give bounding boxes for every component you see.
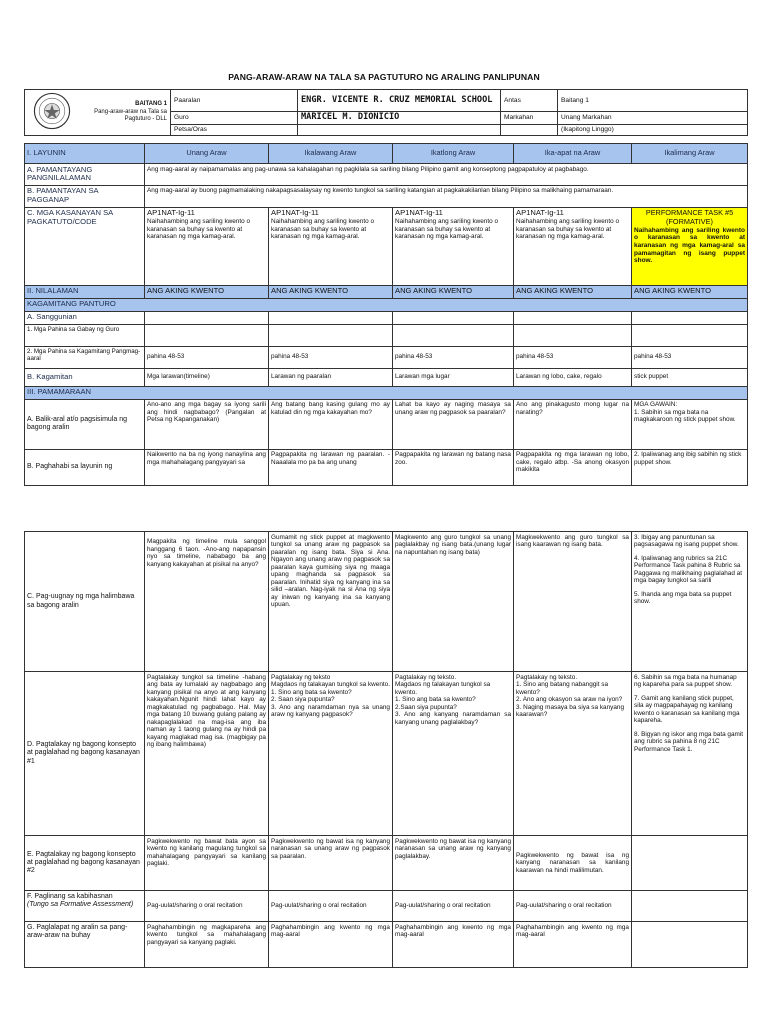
competency-cell [269, 207, 393, 285]
empty-cell [393, 311, 514, 324]
empty-cell [632, 836, 748, 891]
balik-aral-cell: Ano ang pinakagusto mong lugar na narating? [514, 399, 632, 449]
balik-aral-cell: Ano-ano ang mga bagay sa iyong sarili ang hindi nagbabago? (Pangalan at Petsa ng Kapanganakan) [145, 399, 269, 449]
balik-aral-cell: Lahat ba kayo ay naging masaya sa unang araw ng pagpasok sa paaralan? [393, 399, 514, 449]
competency-cell [514, 207, 632, 285]
competency-code: AP1NAT-Ig-11 [516, 208, 564, 218]
pagganap-text: Ang mag-aaral ay buong pagmamalaking nakapagsasalaysay ng kwento tungkol sa sariling katangian at pagkakakilanlan bilang Pilipino sa malikhaing pamamaraan. [145, 185, 748, 207]
text-line: 2. Ano ang okasyon sa araw na iyon? [516, 696, 623, 704]
day-header: Ikatlong Araw [393, 144, 514, 164]
nilalaman-value: ANG AKING KWENTO [632, 285, 748, 298]
empty-cell [632, 324, 748, 346]
gawain-step: 1. Sabihin sa mga bata na magkakaroon ng stick puppet show. [634, 408, 736, 424]
kagamitan-value: Larawan ng paaralan [269, 368, 393, 386]
paghahabi-cell: 2. Ipaliwanag ang ibig sabihin ng stick puppet show. [632, 449, 748, 485]
competency-cell [393, 207, 514, 285]
competency-cell [145, 207, 269, 285]
markahan-value: Unang Markahan [558, 112, 748, 125]
performance-task-title: PERFORMANCE TASK #5 [645, 208, 734, 218]
lesson-table-top [24, 143, 748, 486]
document-title: PANG-ARAW-ARAW NA TALA SA PAGTUTURO NG ARALING PANLIPUNAN [228, 72, 540, 82]
competency-code: AP1NAT-Ig-11 [147, 208, 195, 218]
pahina-value: pahina 48-53 [632, 346, 748, 368]
pamantayang-label: A. PAMANTAYANG PANGNILALAMAN [25, 164, 145, 186]
gawain-cell [632, 672, 748, 836]
competency-code: AP1NAT-Ig-11 [395, 208, 443, 218]
pamantayang-text: Ang mag-aaral ay naipamamalas ang pag-unawa sa kahalagahan ng pagkilala sa sariling bilang Pilipino gamit ang konseptong pagpapatuloy at pagbabago. [145, 164, 748, 186]
school-name: ENGR. VICENTE R. CRUZ MEMORIAL SCHOOL [298, 90, 501, 112]
text-line: 1. Sino ang bata sa kwento? [271, 688, 352, 696]
kagamitan-value: Larawan mga lugar [393, 368, 514, 386]
deped-seal [25, 90, 79, 136]
paghahabi-label: B. Paghahabi sa layunin ng [25, 449, 145, 485]
text-line: Magdaos ng talakayan tungkol sa kwento. [395, 681, 491, 696]
gawain-step: 5. Ihanda ang mga bata sa puppet show. [634, 590, 732, 606]
paghahabi-cell: Pagpapakita ng larawan ng batang nasa zoo. [393, 449, 514, 485]
pamamaraan-label: III. PAMAMARAAN [25, 386, 748, 399]
pagtalakay-1-cell [393, 672, 514, 836]
header-grade-info: BAITANG 1 Pang-araw-araw na Tala sa Pagtuturo - DLL [79, 90, 171, 136]
kagamitan-value: Larawan ng lobo, cake, regalo [514, 368, 632, 386]
pagtalakay-2-cell: Pagkwekwento ng bawat isa ng kanyang naranasan sa unang araw ng kanyang paglalakbay. [393, 836, 514, 891]
paglinang-label-cell [25, 891, 145, 922]
competency-desc: Naihahambing ang sariling kwento o karanasan sa buhay sa kwento at karanasan ng mga kamag-aral. [395, 218, 499, 241]
pag-uugnay-cell: Magkwekwento ang guro tungkol sa isang kaarawan ng isang bata. [514, 532, 632, 672]
pahina-value: pahina 48-53 [269, 346, 393, 368]
pagganap-label: B. PAMANTAYAN SA PAGGANAP [25, 185, 145, 207]
pahina-value: pahina 48-53 [393, 346, 514, 368]
gawain-step: 7. Gamit ang kanilang stick puppet, sila ay magpapahayag ng kanilang kwento o karanasan sa kanilang mga kapareha. [634, 694, 740, 725]
competency-code: AP1NAT-Ig-11 [271, 208, 319, 218]
pagtalakay-1-cell: Pagtalakay tungkol sa timeline -habang ang bata ay lumalaki ay nagbabago ang kanyang pisikal na anyo at ang kanyang kakayahan.Ngunit hindi lahat kayo ay magkakatulad ng pagbabago. Hal. May mga batang 10 buwang gulang palang ay nakapaglalakad na mag-isa ang iba naman ay 1 taong gulang na ay hindi pa kayang maglakad mag isa. (magbigay pa ng ibang halimbawa) [145, 672, 269, 836]
empty-cell [269, 324, 393, 346]
b-kagamitan-label: B. Kagamitan [25, 368, 145, 386]
text-line: 3. Ano ang naramdaman nya sa unang araw ng kanyang pagpasok? [271, 703, 390, 719]
text-line: 2.Saan siya pupunta? [395, 703, 457, 711]
petsa-value [298, 125, 501, 136]
empty-cell [145, 311, 269, 324]
paglalapat-cell: Paghahambingin ng magkapareha ang kwento tungkol sa mahahalagang pangyayari sa kanyang paglaki. [145, 922, 269, 968]
empty-cell [501, 125, 558, 136]
gawain-step: 3. Ibigay ang panuntunan sa pagsasagawa ng isang puppet show. [634, 533, 739, 549]
text-line: Pagtalakay ng teksto. [516, 673, 578, 681]
kagamitan-value: stick puppet [632, 368, 748, 386]
empty-cell [269, 311, 393, 324]
empty-cell [514, 311, 632, 324]
empty-cell [632, 922, 748, 968]
performance-task-cell [632, 207, 748, 285]
balik-aral-label: A. Balik-aral at/o pagsisimula ng bagong aralin [25, 399, 145, 449]
text-line: Pagtalakay ng teksto [271, 673, 331, 681]
empty-cell [632, 311, 748, 324]
paglalapat-label: G. Paglalapat ng aralin sa pang-araw-araw na buhay [25, 922, 145, 968]
pagtalakay-2-cell: Pagkwekwento ng bawat isa ng kanyang naranasan sa unang araw ng pagpasok sa paaralan. [269, 836, 393, 891]
gawain-cell [632, 532, 748, 672]
pagtalakay-2-label: E. Pagtalakay ng bagong konsepto at paglalahad ng bagong kasanayan #2 [25, 836, 145, 891]
nilalaman-value: ANG AKING KWENTO [145, 285, 269, 298]
paglinang-label: F. Paglinang sa kabihasnan [27, 892, 113, 900]
competency-desc: Naihahambing ang sariling kwento o karanasan sa buhay sa kwento at karanasan ng mga kamag-aral. [147, 218, 251, 241]
gabay-label: 1. Mga Pahina sa Gabay ng Guro [25, 324, 145, 346]
antas-label: Antas [501, 90, 558, 112]
paglinang-cell: Pag-uulat/sharing o oral recitation [393, 891, 514, 922]
teacher-name: MARICEL M. DIONICIO [298, 112, 501, 125]
antas-value: Baitang 1 [558, 90, 748, 112]
paglinang-cell: Pag-uulat/sharing o oral recitation [269, 891, 393, 922]
day-header: Ikalimang Araw [632, 144, 748, 164]
paglinang-sublabel: (Tungo sa Formative Assessment) [27, 900, 134, 908]
text-line: Pagtalakay ng teksto. [395, 673, 457, 681]
sanggunian-label: A. Sanggunian [25, 311, 145, 324]
gawain-step: 4. Ipaliwanag ang rubrics sa 21C Performance Task pahina 8 Rubric sa Paggawa ng malikhaing paglalahad at mga bagay tungkol sa sarili [634, 554, 743, 585]
empty-cell [514, 324, 632, 346]
gawain-heading: MGA GAWAIN: [634, 401, 678, 409]
paglinang-cell: Pag-uulat/sharing o oral recitation [145, 891, 269, 922]
pag-uugnay-cell: Magpakita ng timeline mula sanggol hanggang 6 taon. -Ano-ang napapansin nyo sa timeline, nababago ba ang kanyang kakayahan at pisikal na anyo? [145, 532, 269, 672]
empty-cell [393, 324, 514, 346]
text-line: Magdaos ng talakayan tungkol sa kwento. [271, 681, 391, 689]
paglinang-cell: Pag-uulat/sharing o oral recitation [514, 891, 632, 922]
petsa-label: Petsa/Oras [171, 125, 298, 136]
pahina-value: pahina 48-53 [514, 346, 632, 368]
markahan-label: Markahan [501, 112, 558, 125]
gawain-step: 6. Sabihin sa mga bata na humanap ng kapareha para sa puppet show. [634, 673, 737, 689]
balik-aral-cell: Ang batang bang kasing gulang mo ay katulad din ng mga kakayahan mo? [269, 399, 393, 449]
nilalaman-label: II. NILALAMAN [25, 285, 145, 298]
paghahabi-cell: Pagpapakita ng mga larawan ng lobo, cake, regalo atbp. -Sa anong okasyon makikita [514, 449, 632, 485]
empty-cell [145, 324, 269, 346]
paghahabi-cell: Naikwento na ba ng iyong nanay/ina ang mga mahahalagang pangyayari sa [145, 449, 269, 485]
text-line: 3. Naging masaya ba siya sa kanyang kaarawan? [516, 703, 624, 719]
header-table [24, 89, 748, 136]
nilalaman-value: ANG AKING KWENTO [514, 285, 632, 298]
pag-uugnay-cell: Magkwento ang guro tungkol sa unang paglalakbay ng isang bata.(unang lugar na napuntahan ng isang bata) [393, 532, 514, 672]
competency-desc: Naihahambing ang sariling kwento o karanasan sa buhay sa kwento at karanasan ng mga kamag-aral. [271, 218, 375, 241]
kasanayan-label: C. MGA KASANAYAN SA PAGKATUTO/CODE [25, 207, 145, 285]
pagtalakay-2-cell: Pagkwekwento ng bawat bata ayon sa kwento ng kanilang magulang tungkol sa mahahalagang pangyayari sa kanilang paglaki. [145, 836, 269, 891]
nilalaman-value: ANG AKING KWENTO [269, 285, 393, 298]
pag-uugnay-cell: Gumamit ng stick puppet at magkwento tungkol sa unang araw ng pagpasok sa paaralan ng isang bata. Siya si Ana. Ngayon ang unang araw ng pagpasok sa paaralan kaya gumising siya ng maaga upang maghanda sa pagpasok sa paaralan. Inihatid siya ng kanyang ina sa silid –aralan. Nag-iyak na si Ana ng siya ay iniwan ng kanyang ina sa kanyang upuan. [269, 532, 393, 672]
pagtalakay-1-cell [269, 672, 393, 836]
pagtalakay-1-cell [514, 672, 632, 836]
day-header: Unang Araw [145, 144, 269, 164]
paglalapat-cell: Paghahambingin ang kwento ng mga mag-aaral [393, 922, 514, 968]
gawain-cell [632, 399, 748, 449]
guro-label: Guro [171, 112, 298, 125]
paglalapat-cell: Paghahambingin ang kwento ng mga mag-aaral [269, 922, 393, 968]
text-line: 1. Sino ang batang nabanggit sa kwento? [516, 681, 609, 696]
paghahabi-cell: Pagpapakita ng larawan ng paaralan. -Naaalala mo pa ba ang unang [269, 449, 393, 485]
day-header: Ikalawang Araw [269, 144, 393, 164]
pag-uugnay-label: C. Pag-uugnay ng mga halimbawa sa bagong aralin [25, 532, 145, 672]
nilalaman-value: ANG AKING KWENTO [393, 285, 514, 298]
pagtalakay-2-cell: Pagkwekwento ng bawat isa ng kanyang naranasan sa kanilang kaarawan na hindi malilimutan. [514, 836, 632, 891]
week-value: (Ikapitong Linggo) [558, 125, 748, 136]
kagamitan-value: Mga larawan(timeline) [145, 368, 269, 386]
text-line: 2. Saan siya pupunta? [271, 696, 335, 704]
paglalapat-cell: Paghahambingin ang kwento ng mga mag-aaral [514, 922, 632, 968]
kagamitan-label: KAGAMITANG PANTURO [25, 298, 748, 311]
pagtalakay-1-label: D. Pagtalakay ng bagong konsepto at paglalahad ng bagong kasanayan #1 [25, 672, 145, 836]
day-header: Ika-apat na Araw [514, 144, 632, 164]
kagamitang-label: 2. Mga Pahina sa Kagamitang Pangmag-aaral [25, 346, 145, 368]
gawain-step: 8. Bigyan ng iskor ang mga bata gamit ang rubric sa pahina 8 ng 21C Performance Task 1. [634, 730, 744, 753]
text-line: 3. Ano ang kanyang naramdaman sa kanyang unang paglalakbay? [395, 711, 511, 726]
performance-task-desc: Naihahambing ang sariling kwento o karanasan sa kwento at karanasan ng mga kamag-aral sa pamamagitan ng isang puppet show. [634, 226, 745, 265]
pahina-value: pahina 48-53 [145, 346, 269, 368]
performance-task-sub: (FORMATIVE) [666, 216, 713, 226]
empty-cell [632, 891, 748, 922]
seal-icon [33, 92, 71, 130]
paaralan-label: Paaralan [171, 90, 298, 112]
layunin-label: I. LAYUNIN [25, 144, 145, 164]
competency-desc: Naihahambing ang sariling kwento o karanasan sa buhay sa kwento at karanasan ng mga kamag-aral. [516, 218, 620, 241]
text-line: 1. Sino ang bata sa kwento? [395, 696, 476, 704]
lesson-table-bottom [24, 531, 748, 968]
